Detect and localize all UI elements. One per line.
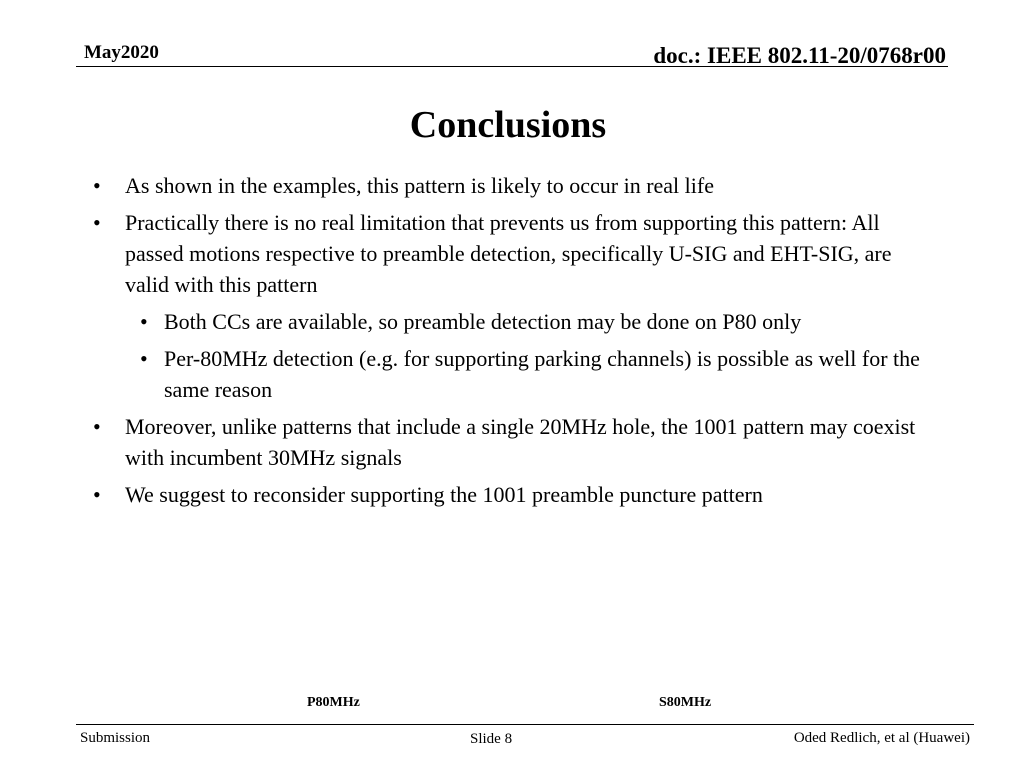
bullet-text: Practically there is no real limitation that prevents us from supporting this pattern: All passed motions respective to preamble detection, specifically U-SIG and EHT-SIG, are valid with this pattern — [125, 210, 892, 297]
s80-label: S80MHz — [659, 695, 712, 710]
header-date: May2020 — [84, 42, 159, 63]
bullet-icon: • — [140, 309, 148, 334]
bullet-text: As shown in the examples, this pattern is likely to occur in real life — [125, 173, 714, 198]
bullet-icon: • — [140, 346, 148, 371]
header-divider — [76, 66, 948, 67]
bullet-icon: • — [93, 482, 101, 507]
p80-label: P80MHz — [307, 695, 360, 710]
bullet-item — [0, 411, 925, 473]
footer-authors: Oded Redlich, et al (Huawei) — [793, 730, 970, 746]
sub-bullet-item — [0, 343, 924, 405]
bullet-text: Per-80MHz detection (e.g. for supporting parking channels) is possible as well for the same reason — [164, 346, 920, 402]
bullet-text: We suggest to reconsider supporting the 1001 preamble puncture pattern — [125, 482, 763, 507]
bullet-item — [0, 170, 925, 201]
slide-title: Conclusions — [409, 104, 607, 146]
bullet-icon: • — [93, 173, 101, 198]
sub-bullet-item — [0, 306, 924, 337]
footer-divider — [76, 724, 974, 725]
footer-submission: Submission — [80, 730, 151, 746]
bullet-list — [0, 170, 1024, 516]
bullet-text: Both CCs are available, so preamble detection may be done on P80 only — [164, 309, 802, 334]
bullet-text: Moreover, unlike patterns that include a single 20MHz hole, the 1001 pattern may coexist with incumbent 30MHz signals — [125, 414, 916, 470]
footer-slide-number: Slide 8 — [470, 731, 513, 747]
header-doc-id: doc.: IEEE 802.11-20/0768r00 — [653, 43, 946, 68]
bullet-item — [0, 479, 925, 510]
bullet-icon: • — [93, 210, 101, 235]
bullet-item — [0, 207, 925, 300]
bullet-icon: • — [93, 414, 101, 439]
